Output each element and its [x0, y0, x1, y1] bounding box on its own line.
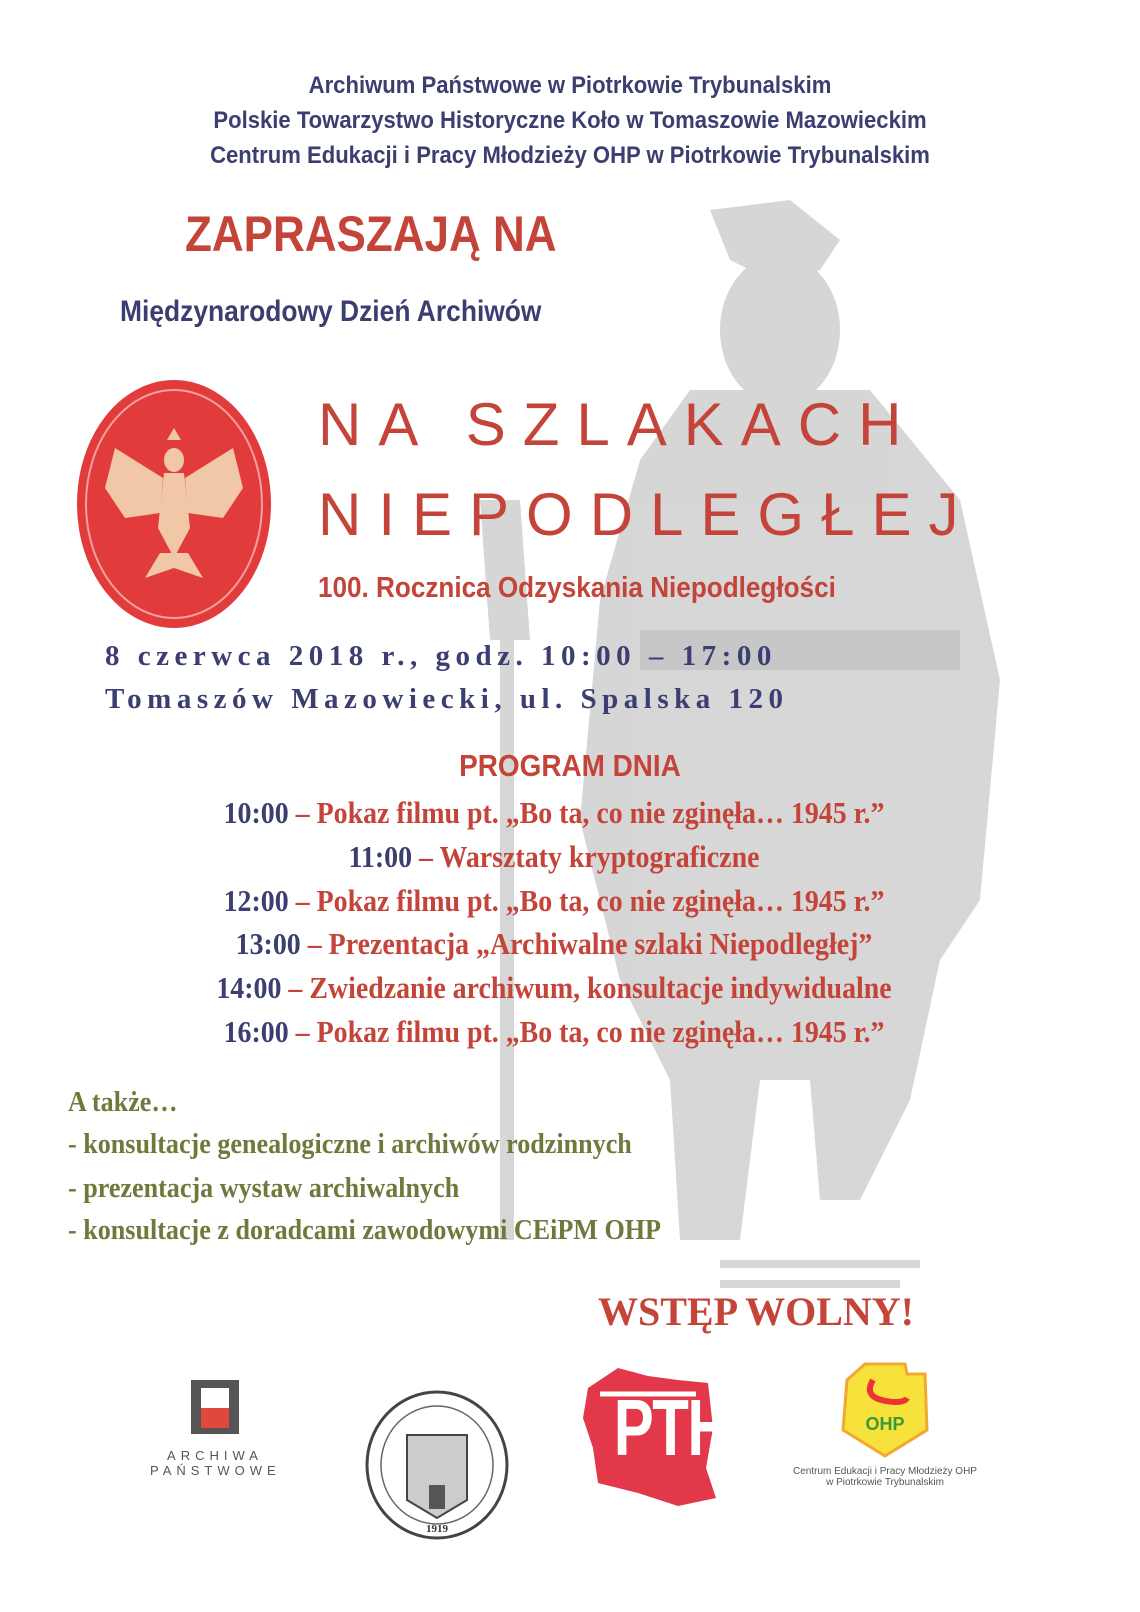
invite-heading: ZAPRASZAJĄ NA: [185, 206, 557, 262]
ohp-logo: OHP Centrum Edukacji i Pracy Młodzieży OHP w Piotrkowie Trybunalskim: [780, 1360, 990, 1488]
program-time: 12:00: [223, 883, 289, 918]
program-time: 13:00: [235, 926, 301, 961]
program-item: [55, 795, 1052, 831]
program-item: [55, 839, 1052, 875]
eagle-seal-icon: [75, 378, 273, 630]
event-date: 8 czerwca 2018 r., godz. 10:00 – 17:00: [105, 640, 777, 672]
event-day: Międzynarodowy Dzień Archiwów: [120, 295, 542, 328]
free-entry: WSTĘP WOLNY!: [598, 1289, 914, 1334]
also-title: A także…: [68, 1086, 178, 1118]
pth-lettering: PTH: [613, 1383, 730, 1472]
program-desc: – Pokaz filmu pt. „Bo ta, co nie zginęła… 1945 r.”: [295, 795, 885, 830]
program-time: 16:00: [223, 1014, 289, 1049]
soldier-illustration: [440, 200, 1060, 1380]
pth-logo: [578, 1358, 730, 1508]
program-desc: – Zwiedzanie archiwum, konsultacje indywidualne: [288, 970, 892, 1005]
svg-text:OHP: OHP: [865, 1414, 905, 1434]
also-item: - konsultacje genealogiczne i archiwów rodzinnych: [68, 1128, 632, 1160]
program-item: [55, 926, 1052, 962]
program-time: 11:00: [348, 839, 413, 874]
program-time: 10:00: [223, 795, 289, 830]
program-desc: – Pokaz filmu pt. „Bo ta, co nie zginęła… 1945 r.”: [295, 1014, 885, 1049]
event-place: Tomaszów Mazowiecki, ul. Spalska 120: [105, 683, 789, 715]
archive-square-icon: [191, 1380, 239, 1434]
organizer-line: Polskie Towarzystwo Historyczne Koło w Tomaszowie Mazowieckim: [213, 107, 927, 134]
program-item: [55, 970, 1052, 1006]
subtitle: 100. Rocznica Odzyskania Niepodległości: [318, 572, 836, 604]
program-desc: – Pokaz filmu pt. „Bo ta, co nie zginęła… 1945 r.”: [295, 883, 885, 918]
also-item: - prezentacja wystaw archiwalnych: [68, 1172, 460, 1204]
archiwa-panstwowe-logo: ARCHIWA PAŃSTWOWE: [150, 1380, 280, 1478]
svg-text:1919: 1919: [426, 1523, 448, 1535]
program-item: [55, 883, 1052, 919]
organizer-line: Centrum Edukacji i Pracy Młodzieży OHP w Piotrkowie Trybunalskim: [210, 142, 930, 169]
program-desc: – Warsztaty kryptograficzne: [419, 839, 760, 874]
main-title-line1: NA SZLAKACH: [318, 391, 919, 458]
also-item: - konsultacje z doradcami zawodowymi CEiPM OHP: [68, 1214, 662, 1246]
organizer-line: Archiwum Państwowe w Piotrkowie Trybunalskim: [308, 72, 832, 99]
ohp-shield-icon: [835, 1360, 935, 1460]
program-title: PROGRAM DNIA: [459, 748, 681, 783]
city-seal-icon: [365, 1390, 510, 1540]
program-item: [55, 1014, 1052, 1050]
main-title-line2: NIEPODLEGŁEJ: [318, 481, 976, 548]
program-desc: – Prezentacja „Archiwalne szlaki Niepodległej”: [307, 926, 873, 961]
program-time: 14:00: [216, 970, 282, 1005]
